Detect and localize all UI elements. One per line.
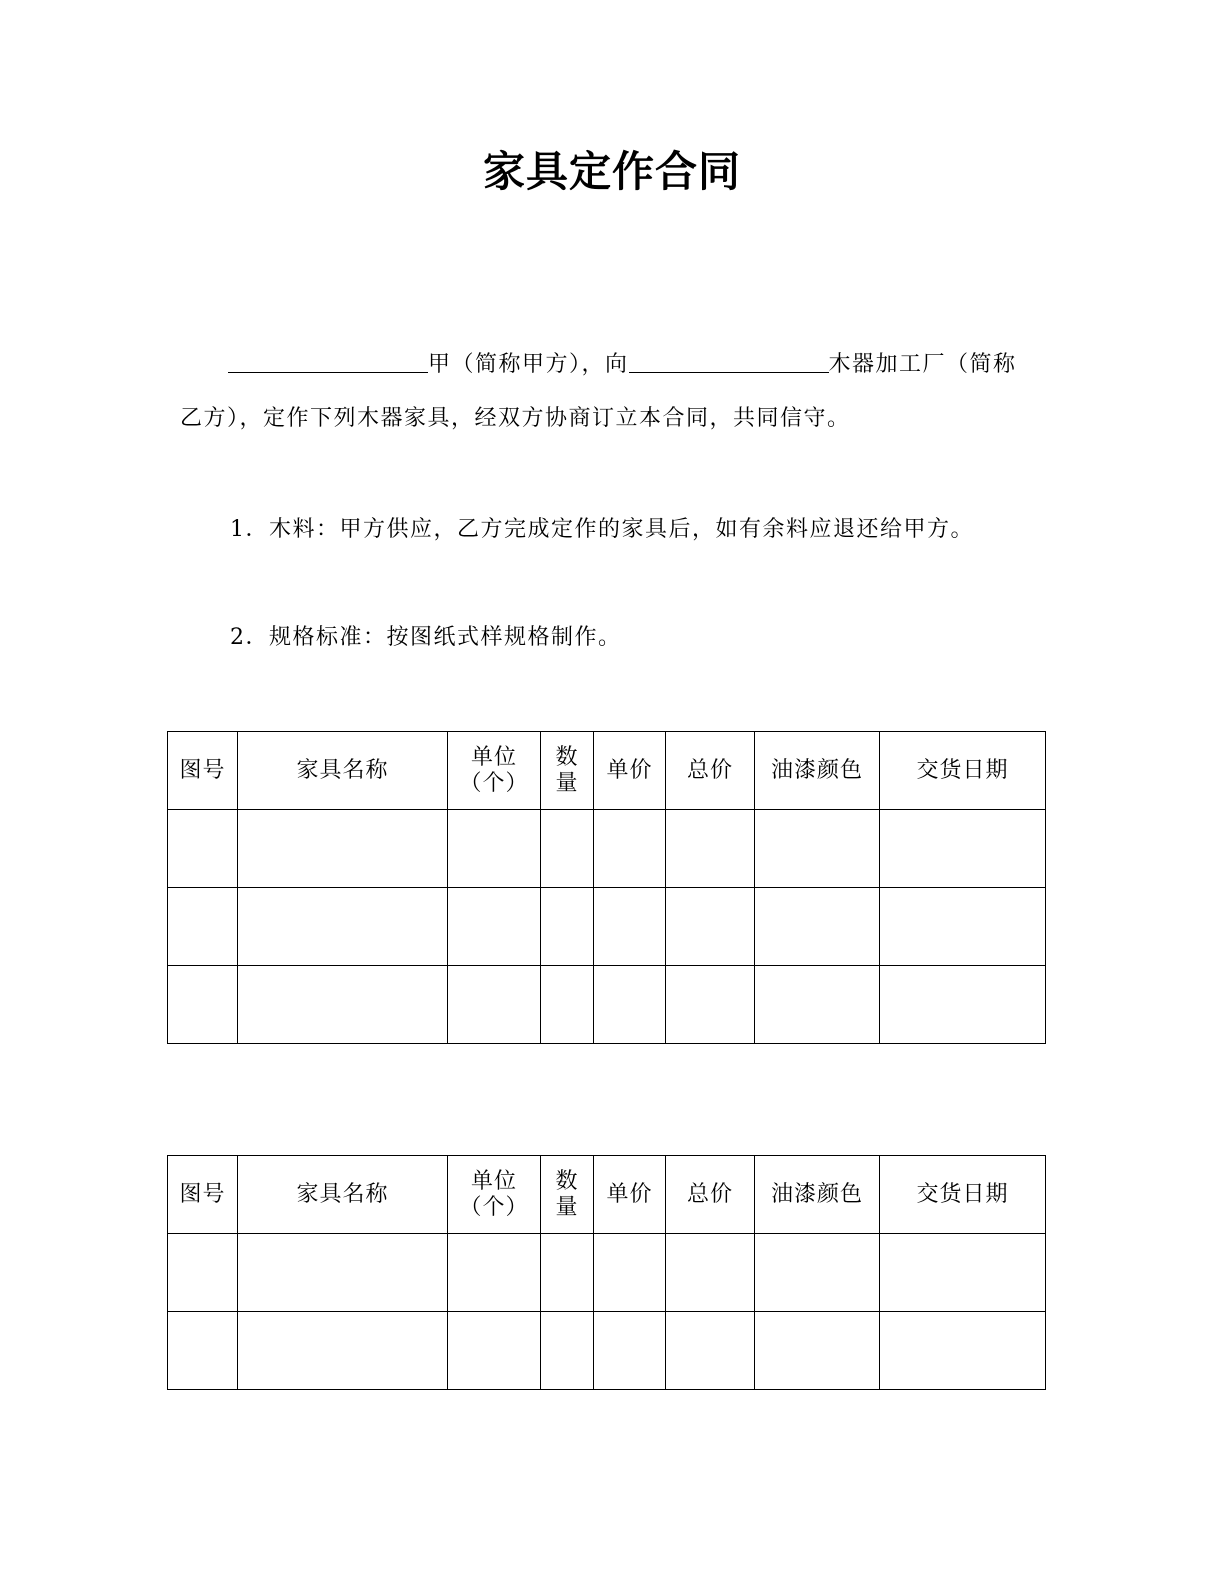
cell-total-price[interactable] [666,966,755,1044]
document-title: 家具定作合同 [482,147,741,196]
cell-drawing-no[interactable] [168,888,238,966]
table-header-row [168,1156,1046,1234]
cell-total-price[interactable] [666,1234,755,1312]
header-paint-color: 油漆颜色 [755,732,880,810]
clause-text: 木料：甲方供应，乙方完成定作的家具后，如有余料应退还给甲方。 [269,517,975,542]
header-furniture-name: 家具名称 [238,1156,448,1234]
cell-unit[interactable] [448,810,541,888]
cell-quantity[interactable] [541,966,594,1044]
header-unit-line1: 单位 [470,1168,517,1194]
header-quantity [541,1156,594,1234]
cell-paint-color[interactable] [755,810,880,888]
header-delivery-date: 交货日期 [880,1156,1046,1234]
clause-number: 2． [230,625,269,650]
cell-drawing-no[interactable] [168,966,238,1044]
cell-delivery-date[interactable] [880,810,1046,888]
header-unit [448,1156,541,1234]
cell-drawing-no[interactable] [168,810,238,888]
cell-unit[interactable] [448,888,541,966]
cell-quantity[interactable] [541,1312,594,1390]
table-row [168,966,1046,1044]
clause-1 [230,512,974,543]
header-unit-price: 单价 [594,732,666,810]
cell-furniture-name[interactable] [238,888,448,966]
cell-quantity[interactable] [541,810,594,888]
header-total-price: 总价 [666,732,755,810]
cell-furniture-name[interactable] [238,810,448,888]
header-qty-line1: 数 [555,744,579,770]
cell-unit[interactable] [448,1312,541,1390]
clause-text: 规格标准：按图纸式样规格制作。 [269,625,622,650]
header-unit-price: 单价 [594,1156,666,1234]
header-total-price: 总价 [666,1156,755,1234]
header-unit-line2: （个） [459,770,529,796]
cell-quantity[interactable] [541,888,594,966]
cell-unit[interactable] [448,1234,541,1312]
party-b-blank[interactable] [629,346,829,373]
cell-delivery-date[interactable] [880,966,1046,1044]
header-unit-line2: （个） [459,1194,529,1220]
header-paint-color: 油漆颜色 [755,1156,880,1234]
table-row [168,1234,1046,1312]
cell-furniture-name[interactable] [238,966,448,1044]
header-drawing-no: 图号 [168,732,238,810]
furniture-table-2 [167,1155,1046,1390]
cell-paint-color[interactable] [755,1234,880,1312]
cell-unit-price[interactable] [594,1312,666,1390]
header-qty-line2: 量 [555,1194,579,1220]
cell-unit-price[interactable] [594,1234,666,1312]
header-qty-line2: 量 [555,770,579,796]
table-row [168,888,1046,966]
cell-drawing-no[interactable] [168,1312,238,1390]
cell-drawing-no[interactable] [168,1234,238,1312]
cell-unit-price[interactable] [594,810,666,888]
header-furniture-name: 家具名称 [238,732,448,810]
cell-delivery-date[interactable] [880,1234,1046,1312]
cell-total-price[interactable] [666,888,755,966]
cell-unit-price[interactable] [594,966,666,1044]
header-unit-line1: 单位 [470,744,517,770]
header-drawing-no: 图号 [168,1156,238,1234]
cell-delivery-date[interactable] [880,888,1046,966]
intro-text-1: 甲（简称甲方），向 [428,352,629,377]
cell-paint-color[interactable] [755,966,880,1044]
intro-text-2: 木器加工厂（简称 [828,352,1017,377]
cell-total-price[interactable] [666,810,755,888]
cell-furniture-name[interactable] [238,1234,448,1312]
table-row [168,1312,1046,1390]
table-row [168,810,1046,888]
header-quantity [541,732,594,810]
cell-furniture-name[interactable] [238,1312,448,1390]
clause-2 [230,620,622,651]
table-header-row [168,732,1046,810]
intro-line-1 [180,338,1040,392]
header-delivery-date: 交货日期 [880,732,1046,810]
party-a-blank[interactable] [228,346,428,373]
cell-delivery-date[interactable] [880,1312,1046,1390]
intro-paragraph [180,338,1040,446]
furniture-table-1 [167,731,1046,1044]
header-qty-line1: 数 [555,1168,579,1194]
cell-unit-price[interactable] [594,888,666,966]
cell-total-price[interactable] [666,1312,755,1390]
intro-line-2: 乙方），定作下列木器家具，经双方协商订立本合同，共同信守。 [180,406,851,431]
cell-paint-color[interactable] [755,888,880,966]
header-unit [448,732,541,810]
clause-number: 1． [230,517,269,542]
cell-quantity[interactable] [541,1234,594,1312]
cell-unit[interactable] [448,966,541,1044]
cell-paint-color[interactable] [755,1312,880,1390]
